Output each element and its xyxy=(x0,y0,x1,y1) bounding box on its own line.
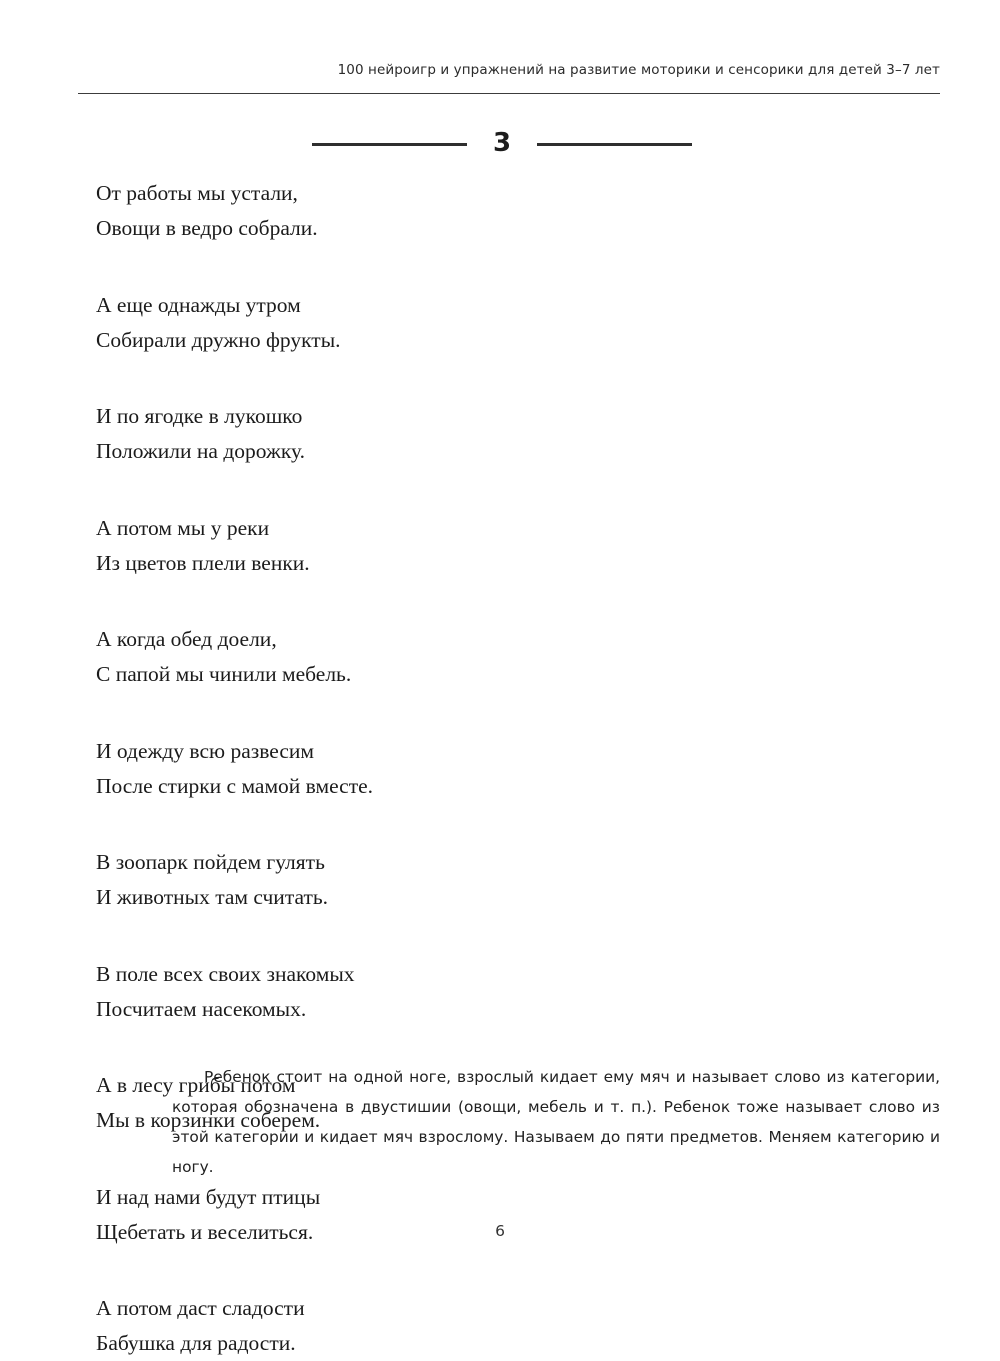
instructions-paragraph: Ребенок стоит на одной ноге, взрослый кидает ему мяч и называет слово из категории, которая обозначена в двустишии (овощи, мебель и т. п.). Ребенок тоже называет слово из этой категории и кидает мяч взрослому. Называем до пяти предметов. Меняем категорию и ногу. xyxy=(172,1068,940,1176)
poem-line: А потом мы у реки xyxy=(96,515,270,540)
poem-line: После стирки с мамой вместе. xyxy=(96,773,374,798)
poem-line: Мы в корзинки соберем. xyxy=(96,1108,321,1132)
poem-line: В поле всех своих знакомых xyxy=(96,961,355,986)
poem-line: Бабушка для радости. xyxy=(96,1331,296,1355)
poem-line: С папой мы чинили мебель. xyxy=(96,662,352,686)
ornament-rule-left xyxy=(312,143,467,146)
poem-line: А когда обед доели, xyxy=(96,627,277,651)
ornament-rule-right xyxy=(537,143,692,146)
poem-line: И по ягодке в лукошко xyxy=(96,404,303,428)
poem-line: Щебетать и веселиться. xyxy=(96,1219,314,1244)
poem-stanza xyxy=(96,734,716,804)
poem-stanza xyxy=(96,1291,716,1361)
chapter-ornament xyxy=(312,124,692,164)
poem-stanza xyxy=(96,288,716,358)
poem-stanza xyxy=(96,957,716,1027)
poem-line: От работы мы устали, xyxy=(96,181,298,205)
poem-line: Собирали дружно фрукты. xyxy=(96,327,341,352)
poem-line: И животных там считать. xyxy=(96,885,329,909)
running-head: 100 нейроигр и упражнений на развитие моторики и сенсорики для детей 3–7 лет xyxy=(337,62,940,78)
poem-line: И над нами будут птицы xyxy=(96,1184,321,1209)
poem-line: И одежду всю развесим xyxy=(96,738,314,763)
poem-line: Из цветов плели венки. xyxy=(96,550,310,575)
chapter-number: 3 xyxy=(492,128,512,158)
poem-stanza xyxy=(96,176,716,246)
poem-line: Посчитаем насекомых. xyxy=(96,996,307,1021)
poem-line: В зоопарк пойдем гулять xyxy=(96,850,325,874)
page-number: 6 xyxy=(495,1222,505,1240)
poem-stanza xyxy=(96,511,716,581)
poem xyxy=(96,176,716,1361)
poem-line: А еще однажды утром xyxy=(96,292,301,317)
poem-stanza xyxy=(96,845,716,915)
poem-stanza xyxy=(96,622,716,692)
header-divider xyxy=(78,93,940,94)
poem-stanza xyxy=(96,399,716,469)
poem-line: А потом даст сладости xyxy=(96,1296,305,1320)
poem-line: А в лесу грибы потом xyxy=(96,1073,296,1097)
poem-line: Положили на дорожку. xyxy=(96,439,305,463)
poem-line: Овощи в ведро собрали. xyxy=(96,216,318,240)
